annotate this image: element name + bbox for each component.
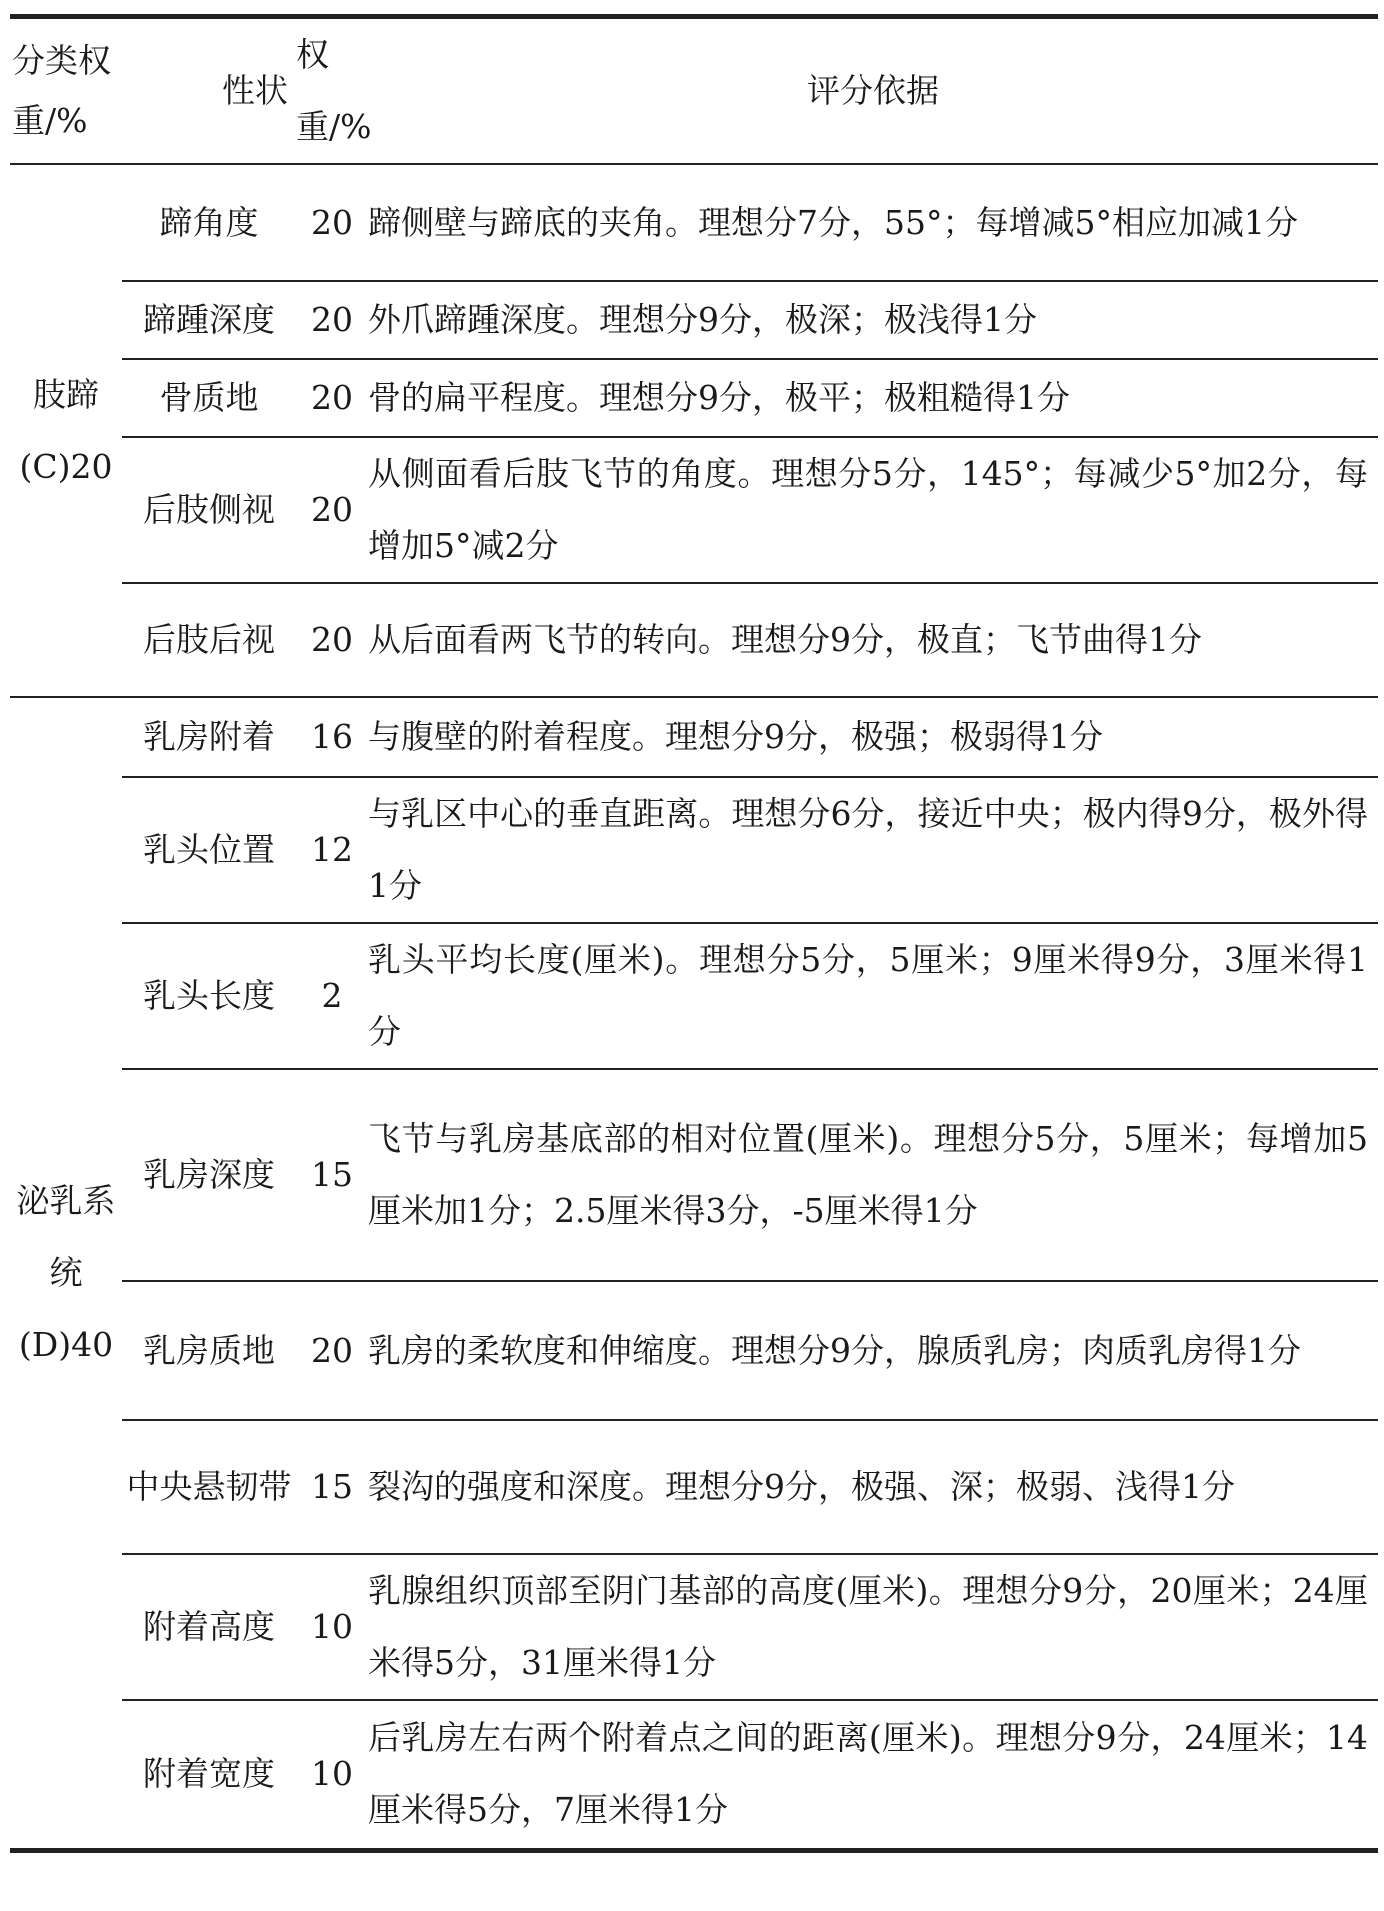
trait-cell: 蹄角度 (122, 164, 296, 281)
table-row (10, 777, 1378, 923)
weight-cell: 15 (296, 1069, 368, 1281)
basis-cell: 乳头平均长度(厘米)。理想分5分，5厘米；9厘米得9分，3厘米得1分 (368, 923, 1378, 1069)
basis-cell: 与乳区中心的垂直距离。理想分6分，接近中央；极内得9分，极外得1分 (368, 777, 1378, 923)
weight-cell: 20 (296, 164, 368, 281)
trait-cell: 中央悬韧带 (122, 1420, 296, 1554)
weight-cell: 10 (296, 1700, 368, 1850)
weight-cell: 15 (296, 1420, 368, 1554)
table-row (10, 281, 1378, 359)
weight-cell: 12 (296, 777, 368, 923)
table-row (10, 583, 1378, 697)
table-row (10, 1069, 1378, 1281)
header-category: 分类权重/% (10, 17, 122, 165)
header-trait: 性状 (122, 17, 296, 165)
table-row (10, 164, 1378, 281)
trait-cell: 乳头长度 (122, 923, 296, 1069)
basis-cell: 从后面看两飞节的转向。理想分9分，极直；飞节曲得1分 (368, 583, 1378, 697)
trait-cell: 乳房深度 (122, 1069, 296, 1281)
trait-cell: 乳房质地 (122, 1281, 296, 1420)
basis-cell: 外爪蹄踵深度。理想分9分，极深；极浅得1分 (368, 281, 1378, 359)
scoring-table-container (10, 14, 1378, 1853)
trait-cell: 蹄踵深度 (122, 281, 296, 359)
weight-cell: 10 (296, 1554, 368, 1700)
trait-cell: 乳房附着 (122, 697, 296, 777)
trait-cell: 附着宽度 (122, 1700, 296, 1850)
basis-cell: 裂沟的强度和深度。理想分9分，极强、深；极弱、浅得1分 (368, 1420, 1378, 1554)
table-row (10, 1420, 1378, 1554)
weight-cell: 2 (296, 923, 368, 1069)
weight-cell: 20 (296, 359, 368, 437)
weight-cell: 20 (296, 583, 368, 697)
weight-cell: 20 (296, 437, 368, 583)
basis-cell: 乳腺组织顶部至阴门基部的高度(厘米)。理想分9分，20厘米；24厘米得5分，31厘米得1分 (368, 1554, 1378, 1700)
basis-cell: 后乳房左右两个附着点之间的距离(厘米)。理想分9分，24厘米；14厘米得5分，7厘米得1分 (368, 1700, 1378, 1850)
table-row (10, 1700, 1378, 1850)
basis-cell: 从侧面看后肢飞节的角度。理想分5分，145°；每减少5°加2分，每增加5°减2分 (368, 437, 1378, 583)
trait-cell: 骨质地 (122, 359, 296, 437)
trait-cell: 乳头位置 (122, 777, 296, 923)
table-row (10, 359, 1378, 437)
table-row (10, 437, 1378, 583)
weight-cell: 20 (296, 1281, 368, 1420)
basis-cell: 蹄侧壁与蹄底的夹角。理想分7分，55°；每增减5°相应加减1分 (368, 164, 1378, 281)
trait-cell: 后肢后视 (122, 583, 296, 697)
header-row (10, 17, 1378, 165)
weight-cell: 20 (296, 281, 368, 359)
trait-cell: 后肢侧视 (122, 437, 296, 583)
basis-cell: 乳房的柔软度和伸缩度。理想分9分，腺质乳房；肉质乳房得1分 (368, 1281, 1378, 1420)
table-row (10, 697, 1378, 777)
trait-cell: 附着高度 (122, 1554, 296, 1700)
basis-cell: 飞节与乳房基底部的相对位置(厘米)。理想分5分，5厘米；每增加5厘米加1分；2.5厘米得3分，-5厘米得1分 (368, 1069, 1378, 1281)
category-cell-mammary: 泌乳系统(D)40 (10, 697, 122, 1850)
scoring-table (10, 14, 1378, 1853)
basis-cell: 与腹壁的附着程度。理想分9分，极强；极弱得1分 (368, 697, 1378, 777)
table-row (10, 1281, 1378, 1420)
header-basis: 评分依据 (368, 17, 1378, 165)
weight-cell: 16 (296, 697, 368, 777)
basis-cell: 骨的扁平程度。理想分9分，极平；极粗糙得1分 (368, 359, 1378, 437)
header-weight: 权重/% (296, 17, 368, 165)
table-row (10, 1554, 1378, 1700)
category-cell-limbs: 肢蹄(C)20 (10, 164, 122, 697)
table-row (10, 923, 1378, 1069)
